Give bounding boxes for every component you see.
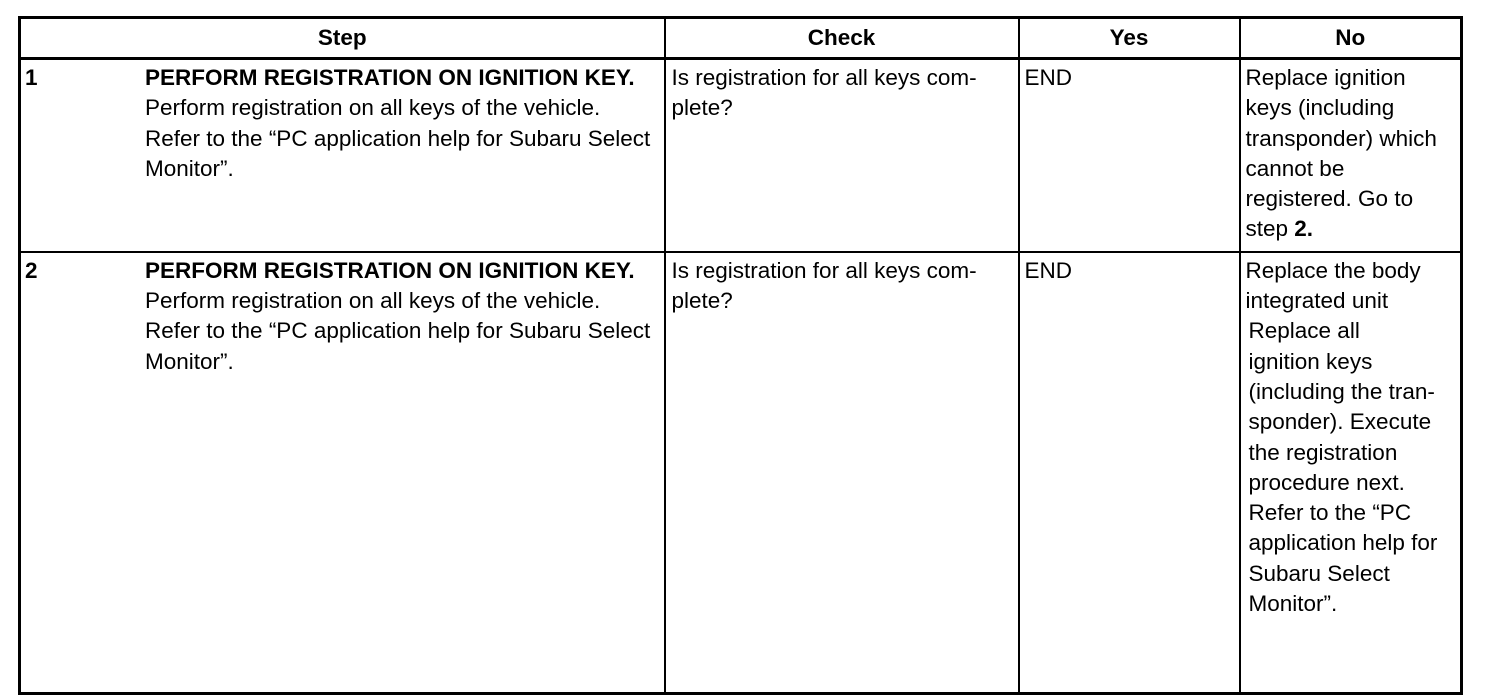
no-action-line: integrated unit — [1245, 288, 1389, 314]
step-title: PERFORM REGISTRATION ON IGNITION KEY. — [145, 257, 635, 283]
no-sub-line: Monitor”. — [1248, 591, 1338, 617]
header-no: No — [1240, 18, 1462, 59]
no-action-line: Replace the body — [1245, 257, 1421, 283]
no-sub-line: sponder). Execute — [1248, 409, 1432, 435]
troubleshooting-table — [18, 16, 1463, 695]
no-sub-line: application help for — [1248, 530, 1438, 556]
step-number: 1 — [25, 65, 38, 90]
step-cell — [20, 252, 665, 694]
no-sub-line: Subaru Select — [1248, 560, 1390, 586]
no-sub-action — [1246, 316, 1457, 619]
step-reference-period: . — [1306, 216, 1314, 242]
yes-cell: END — [1019, 252, 1240, 694]
step-instructions: Perform registration on all keys of the vehicle. Refer to the “PC application help for Subaru Select Monitor”. — [145, 95, 651, 181]
header-check: Check — [665, 18, 1019, 59]
step-number: 2 — [25, 257, 38, 283]
no-sub-line: the registration — [1248, 439, 1398, 465]
no-action-text: Replace ignition keys (including transponder) which cannot be registered. Go to step — [1245, 65, 1437, 242]
no-sub-line: Replace all — [1248, 318, 1360, 344]
no-cell — [1240, 59, 1462, 252]
step-instructions: Perform registration on all keys of the vehicle. Refer to the “PC application help for Subaru Select Monitor”. — [145, 288, 651, 374]
check-cell: Is registration for all keys com-plete? — [665, 59, 1019, 252]
table-row — [20, 59, 1462, 252]
yes-cell: END — [1019, 59, 1240, 252]
step-cell — [20, 59, 665, 252]
check-cell: Is registration for all keys com-plete? — [665, 252, 1019, 694]
no-sub-line: procedure next. — [1248, 469, 1405, 495]
header-step: Step — [20, 18, 665, 59]
table-row — [20, 252, 1462, 694]
step-title: PERFORM REGISTRATION ON IGNITION KEY. — [145, 65, 635, 90]
no-sub-line: Refer to the “PC — [1248, 500, 1412, 526]
no-sub-line: (including the tran- — [1248, 378, 1435, 404]
header-row — [20, 18, 1462, 59]
step-reference: 2 — [1294, 216, 1307, 242]
no-sub-line: ignition keys — [1248, 348, 1373, 374]
header-yes: Yes — [1019, 18, 1240, 59]
no-cell — [1240, 252, 1462, 694]
